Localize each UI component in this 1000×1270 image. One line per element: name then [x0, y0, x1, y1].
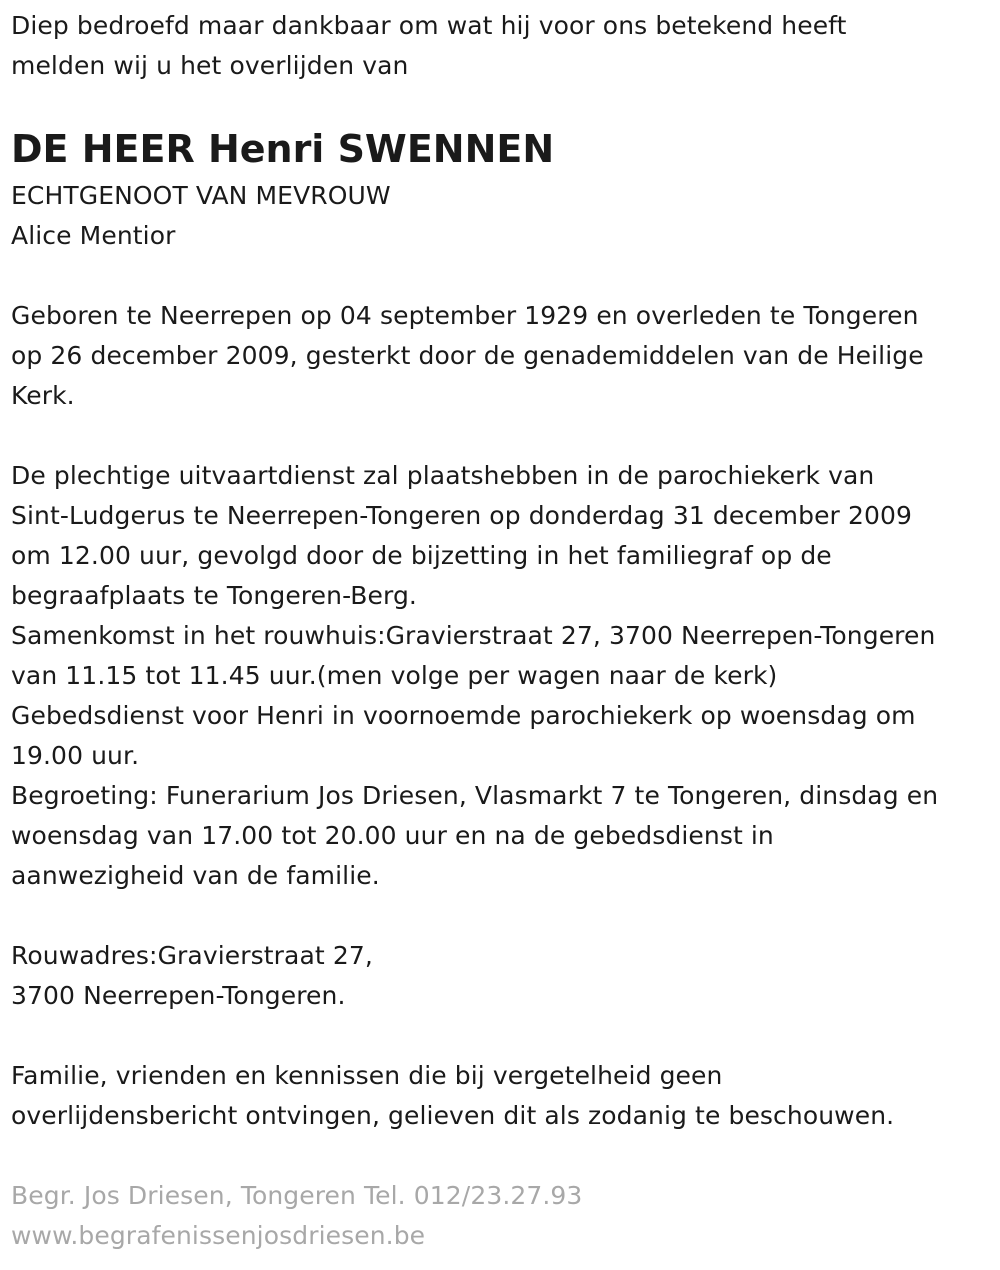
- birth-death-paragraph: [11, 296, 1000, 416]
- paragraph-line: Geboren te Neerrepen op 04 september 1929 en overleden te Tongeren: [11, 301, 919, 330]
- paragraph-line: woensdag van 17.00 tot 20.00 uur en na de gebedsdienst in: [11, 821, 774, 850]
- paragraph-line: Samenkomst in het rouwhuis:Gravierstraat 27, 3700 Neerrepen-Tongeren: [11, 621, 936, 650]
- intro-line: Diep bedroefd maar dankbaar om wat hij voor ons betekend heeft: [11, 11, 847, 40]
- paragraph-line: De plechtige uitvaartdienst zal plaatshebben in de parochiekerk van: [11, 461, 875, 490]
- address-paragraph: [11, 936, 1000, 1016]
- address-line: 3700 Neerrepen-Tongeren.: [11, 981, 346, 1010]
- undertaker-info: Begr. Jos Driesen, Tongeren Tel. 012/23.27.93: [11, 1181, 583, 1210]
- deceased-name: DE HEER Henri SWENNEN: [11, 127, 555, 171]
- website-link[interactable]: www.begrafenissenjosdriesen.be: [11, 1221, 426, 1250]
- paragraph-line: om 12.00 uur, gevolgd door de bijzetting in het familiegraf op de: [11, 541, 832, 570]
- paragraph-line: Kerk.: [11, 381, 75, 410]
- spouse-name: Alice Mentior: [11, 221, 176, 250]
- paragraph-line: Familie, vrienden en kennissen die bij vergetelheid geen: [11, 1061, 723, 1090]
- intro-text: [11, 6, 1000, 86]
- spacer: [11, 1136, 1000, 1176]
- paragraph-line: Begroeting: Funerarium Jos Driesen, Vlasmarkt 7 te Tongeren, dinsdag en: [11, 781, 939, 810]
- paragraph-line: 19.00 uur.: [11, 741, 140, 770]
- address-line: Rouwadres:Gravierstraat 27,: [11, 941, 373, 970]
- spacer: [11, 896, 1000, 936]
- paragraph-line: op 26 december 2009, gesterkt door de genademiddelen van de Heilige: [11, 341, 924, 370]
- spacer: [11, 1016, 1000, 1056]
- relation-text: ECHTGENOOT VAN MEVROUW: [11, 181, 391, 210]
- intro-line: melden wij u het overlijden van: [11, 51, 409, 80]
- spacer: [11, 416, 1000, 456]
- service-paragraph: [11, 456, 1000, 896]
- footer: [11, 1176, 1000, 1256]
- notice-paragraph: [11, 1056, 1000, 1136]
- paragraph-line: van 11.15 tot 11.45 uur.(men volge per wagen naar de kerk): [11, 661, 778, 690]
- spacer: [11, 256, 1000, 296]
- paragraph-line: aanwezigheid van de familie.: [11, 861, 380, 890]
- paragraph-line: overlijdensbericht ontvingen, gelieven dit als zodanig te beschouwen.: [11, 1101, 895, 1130]
- paragraph-line: Gebedsdienst voor Henri in voornoemde parochiekerk op woensdag om: [11, 701, 916, 730]
- paragraph-line: begraafplaats te Tongeren-Berg.: [11, 581, 417, 610]
- paragraph-line: Sint-Ludgerus te Neerrepen-Tongeren op donderdag 31 december 2009: [11, 501, 913, 530]
